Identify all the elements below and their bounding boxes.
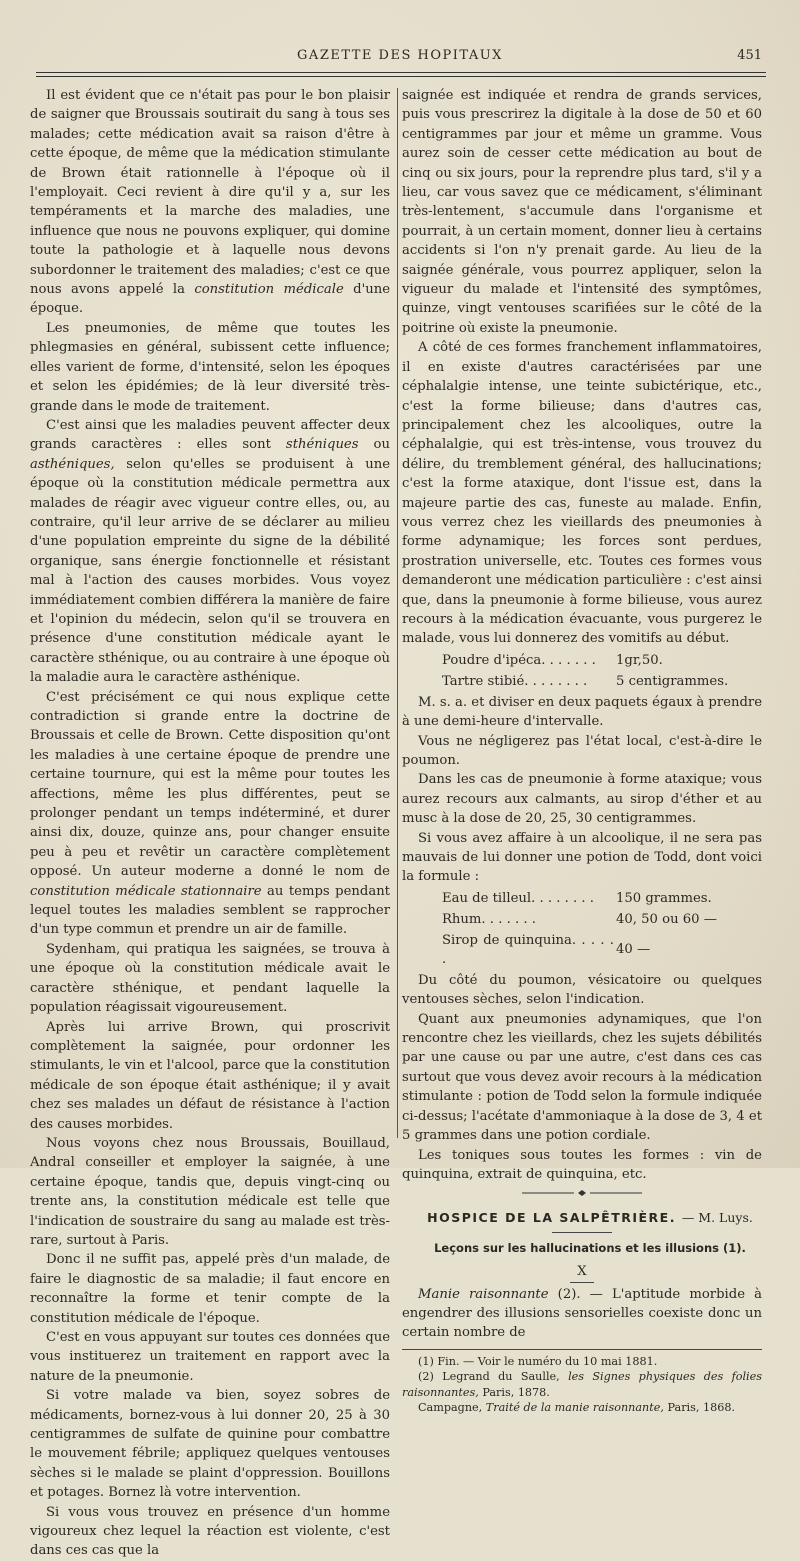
paragraph: M. s. a. et diviser en deux paquets égaux à prendre à une demi-heure d'intervalle. bbox=[402, 694, 763, 730]
paragraph: Nous voyons chez nous Broussais, Bouillaud, Andral conseiller et employer la saignée, à une certaine époque, tandis que, depuis vingt-cinq ou trente ans, la constitution médicale est telle que l'indication de soustraire du sang au malade est très-rare, surtout à Paris. bbox=[30, 1135, 390, 1248]
header-rule-double bbox=[36, 76, 766, 77]
paragraph: Si vous vous trouvez en présence d'un homme vigoureux chez lequel la réaction est violente, c'est dans ces cas que la bbox=[30, 1504, 390, 1559]
paragraph: C'est en vous appuyant sur toutes ces données que vous instituerez un traitement en rapport avec la nature de la pneumonie. bbox=[30, 1330, 390, 1384]
prescription-todd: Eau de tilleul. . . . . . . . 150 grammes. Rhum. . . . . . . 40, 50 ou 60 — Sirop de quinquina. . . . . . 40 — bbox=[442, 890, 717, 967]
lecture-number: X bbox=[577, 1264, 587, 1280]
ornament-rule-icon bbox=[522, 1188, 642, 1198]
paragraph: Après lui arrive Brown, qui proscrivit complètement la saignée, pour ordonner les stimulants, le vin et l'alcool, parce que la constitution médicale de son époque était asthénique; il y avait chez ses malades un défaut de résistance à l'action des causes morbides. bbox=[30, 1019, 390, 1132]
ornament-divider bbox=[402, 1184, 762, 1208]
page-number: 451 bbox=[737, 48, 762, 63]
paragraph: Les pneumonies, de même que toutes les phlegmasies en général, subissent cette influence; elles varient de forme, d'intensité, selon les époques et selon les épidémies; de là leur diversité très-grande dans le mode de traitement. bbox=[30, 320, 390, 414]
short-rule bbox=[552, 1232, 612, 1233]
footnote-3: Campagne, Traité de la manie raisonnante, Paris, 1868. bbox=[418, 1401, 736, 1415]
footnote-rule bbox=[402, 1349, 762, 1350]
lecture-title: Leçons sur les hallucinations et les illusions (1). bbox=[434, 1240, 746, 1255]
short-rule-small bbox=[570, 1282, 594, 1283]
paragraph: Si vous avez affaire à un alcoolique, il ne sera pas mauvais de lui donner une potion de Todd, dont voici la formule : bbox=[402, 830, 762, 885]
paragraph: Il est évident que ce n'était pas pour le bon plaisir de saigner que Broussais soutirait du sang à tous ses malades; cette médication avait sa raison d'être à cette époque, de même que la médication stimulante de Brown était rationnelle à l'époque où il l'employait. Ceci revient à dire qu'il y a, sur les tempéraments et la marche des maladies, une influence que nous ne pouvons expliquer, qui domine toute la pathologie et à laquelle nous devons subordonner le traitement des maladies; c'est ce que nous avons appelé la constitution médicale d'une époque. bbox=[30, 88, 391, 317]
paragraph: Les toniques sous toutes les formes : vin de quinquina, extrait de quinquina, etc. bbox=[402, 1147, 762, 1182]
paragraph: Sydenham, qui pratiqua les saignées, se trouva à une époque où la constitution médicale avait le caractère sthénique, et pendant laquelle la population réagissait vigoureusement. bbox=[30, 941, 390, 1016]
paragraph: C'est précisément ce qui nous explique cette contradiction si grande entre la doctrine de Broussais et celle de Brown. Cette disposition qu'ont les maladies à une certaine époque de prendre une certaine tournure, qui est la même pour toutes les affections, même les plus différentes, peut se prolonger pendant un temps indéterminé, et durer ainsi dix, douze, quinze ans, pour changer ensuite peu à peu et revêtir un caractère complètement opposé. Un auteur moderne a donné le nom de constitution médicale stationnaire au temps pendant lequel toutes les maladies semblent se rapprocher d'un type commun et prendre un air de famille. bbox=[30, 689, 390, 938]
footnote-1: (1) Fin. — Voir le numéro du 10 mai 1881. bbox=[418, 1354, 658, 1368]
left-column bbox=[30, 86, 390, 1561]
paragraph: A côté de ces formes franchement inflammatoires, il en existe d'autres caractérisées par une céphalalgie intense, une teinte subictérique, etc., c'est la forme bilieuse; dans d'autres cas, principalement chez les alcooliques, outre la céphalalgie, qui est très-intense, vous trouvez du délire, du tremblement général, des hallucinations; c'est la forme ataxique, dont l'issue est, dans la majeure partie des cas, funeste au malade. Enfin, vous verrez chez les vieillards des pneumonies à forme adynamique; les forces sont perdues, prostration universelle, etc. Toutes ces formes vous demanderont une médication particulière : c'est ainsi que, dans la pneumonie à forme bilieuse, vous aurez recours à la médication évacuante, vous purgerez le malade, vous lui donnerez des vomitifs au début. bbox=[402, 340, 762, 647]
paragraph: saignée est indiquée et rendra de grands services, puis vous prescrirez la digitale à la dose de 50 et 60 centigrammes par jour et même un gramme. Vous aurez soin de cesser cette médication au bout de cinq ou six jours, pour la reprendre plus tard, s'il y a lieu, car vous savez que ce médicament, s'éliminant très-lentement, s'accumule dans l'organisme et pourrait, à un certain moment, donner lieu à certains accidents si l'on n'y prenait garde. Au lieu de la saignée générale, vous pourrez appliquer, selon la vigueur du malade et l'intensité des symptômes, quinze, vingt ventouses scarifiées sur le côté de la poitrine où existe la pneumonie. bbox=[402, 88, 762, 336]
section-title: HOSPICE DE LA SALPÊTRIÈRE. — M. Luys. bbox=[427, 1210, 753, 1226]
paragraph: Manie raisonnante (2). — L'aptitude morbide à engendrer des illusions sensorielles coexiste donc un certain nombre de bbox=[402, 1286, 762, 1341]
paragraph: Vous ne négligerez pas l'état local, c'est-à-dire le poumon. bbox=[402, 733, 762, 768]
paragraph: Dans les cas de pneumonie à forme ataxique; vous aurez recours aux calmants, au sirop d'éther et au musc à la dose de 20, 25, 30 centigrammes. bbox=[402, 772, 762, 827]
journal-title: GAZETTE DES HOPITAUX bbox=[297, 48, 503, 63]
paragraph: C'est ainsi que les maladies peuvent affecter deux grands caractères : elles sont sthéniques ou asthéniques, selon qu'elles se produisent à une époque où la constitution médicale permettra aux malades de réagir avec vigueur contre elles, ou, au contraire, qu'il leur arrive de se déclarer au milieu d'une population empreinte du signe de la débilité organique, sans énergie fonctionnelle et résistant mal à l'action des causes morbides. Vous voyez immédiatement combien différera la manière de faire et l'opinion du médecin, selon qu'il se trouvera en présence d'une constitution médicale ayant le caractère sthénique, ou au contraire à une époque où la maladie aura le caractère asthénique. bbox=[30, 417, 390, 686]
paragraph: Du côté du poumon, vésicatoire ou quelques ventouses sèches, selon l'indication. bbox=[402, 972, 762, 1008]
footnote-2: (2) Legrand du Saulle, les Signes physiques des folies raisonnantes, Paris, 1878. bbox=[402, 1370, 762, 1399]
right-column bbox=[402, 86, 762, 1416]
prescription-ipeca: Poudre d'ipéca. . . . . . . 1gr,50. Tartre stibié. . . . . . . . 5 centigrammes. bbox=[442, 652, 729, 689]
column-divider bbox=[397, 88, 398, 1138]
paragraph: Quant aux pneumonies adynamiques, que l'on rencontre chez les vieillards, chez les sujets débilités par une cause ou par une autre, c'est dans ces cas surtout que vous devez avoir recours à la médication stimulante : potion de Todd selon la formule indiquée ci-dessus; l'acétate d'ammoniaque à la dose de 3, 4 et 5 grammes dans une potion cordiale. bbox=[402, 1011, 762, 1144]
paragraph: Donc il ne suffit pas, appelé près d'un malade, de faire le diagnostic de sa maladie; il faut encore en reconnaître la forme et tenir compte de la constitution médicale de l'époque. bbox=[30, 1252, 390, 1326]
header-rule bbox=[36, 72, 766, 73]
paragraph: Si votre malade va bien, soyez sobres de médicaments, bornez-vous à lui donner 20, 25 à 30 centigrammes de sulfate de quinine pour combattre le mouvement fébrile; appliquez quelques ventouses sèches si le malade se plaint d'oppression. Bouillons et potages. Bornez là votre intervention. bbox=[30, 1388, 390, 1501]
page-header bbox=[30, 48, 770, 70]
